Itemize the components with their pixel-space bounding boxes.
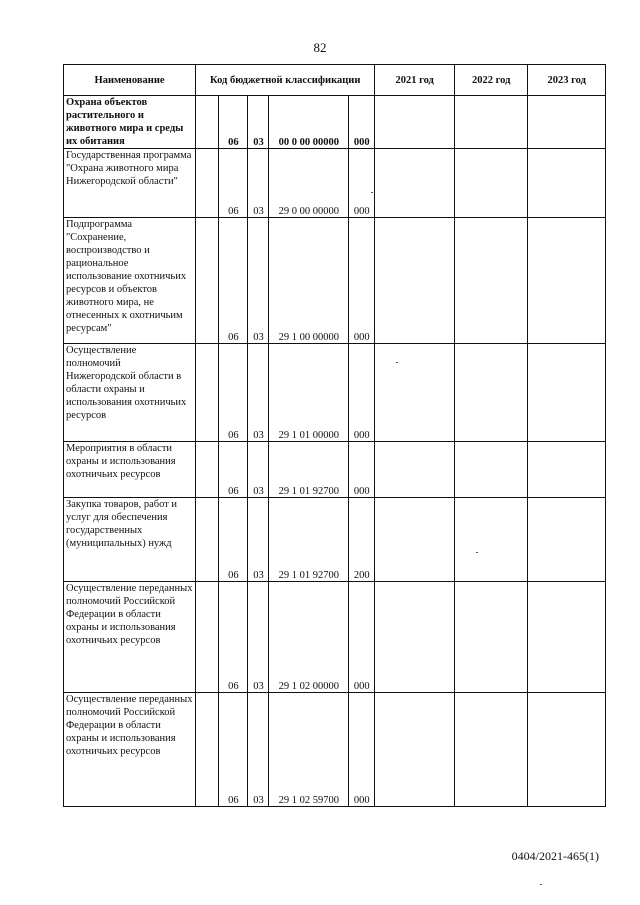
row-name: Мероприятия в области охраны и использования охотничьих ресурсов — [64, 442, 196, 498]
row-subsection: 03 — [248, 96, 269, 149]
row-expense-type: 000 — [349, 96, 375, 149]
row-value-2022 — [455, 498, 528, 582]
row-blank-cell — [196, 442, 219, 498]
row-target-code: 29 1 01 00000 — [269, 344, 349, 442]
row-section: 06 — [219, 582, 248, 693]
table-header-row — [64, 65, 606, 96]
row-value-2023 — [528, 149, 606, 218]
row-value-2021 — [375, 442, 455, 498]
row-section: 06 — [219, 149, 248, 218]
row-subsection: 03 — [248, 218, 269, 344]
row-section: 06 — [219, 693, 248, 807]
row-section: 06 — [219, 218, 248, 344]
row-value-2023 — [528, 96, 606, 149]
table-row — [64, 149, 606, 218]
table-row — [64, 582, 606, 693]
row-target-code: 29 1 00 00000 — [269, 218, 349, 344]
row-target-code: 29 1 01 92700 — [269, 498, 349, 582]
row-value-2021 — [375, 498, 455, 582]
scan-speck — [476, 552, 478, 553]
row-expense-type: 000 — [349, 442, 375, 498]
row-expense-type: 200 — [349, 498, 375, 582]
row-target-code: 29 1 02 59700 — [269, 693, 349, 807]
row-name: Осуществление полномочий Нижегородской области в области охраны и использования охотничьих ресурсов — [64, 344, 196, 442]
row-name: Государственная программа "Охрана животного мира Нижегородской области" — [64, 149, 196, 218]
row-name: Закупка товаров, работ и услуг для обеспечения государственных (муниципальных) нужд — [64, 498, 196, 582]
row-value-2023 — [528, 218, 606, 344]
table-row — [64, 498, 606, 582]
row-section: 06 — [219, 442, 248, 498]
row-target-code: 29 1 02 00000 — [269, 582, 349, 693]
row-value-2021 — [375, 582, 455, 693]
row-value-2021 — [375, 693, 455, 807]
table-row — [64, 693, 606, 807]
row-target-code: 29 0 00 00000 — [269, 149, 349, 218]
row-value-2022 — [455, 442, 528, 498]
row-name: Осуществление переданных полномочий Российской Федерации в области охраны и использования охотничьих ресурсов — [64, 582, 196, 693]
header-budget-code: Код бюджетной классификации — [196, 65, 375, 96]
row-subsection: 03 — [248, 582, 269, 693]
row-subsection: 03 — [248, 442, 269, 498]
row-value-2023 — [528, 344, 606, 442]
row-subsection: 03 — [248, 693, 269, 807]
scan-speck — [396, 362, 398, 363]
row-value-2021 — [375, 149, 455, 218]
table-row — [64, 344, 606, 442]
header-year-2023: 2023 год — [528, 65, 606, 96]
row-target-code: 29 1 01 92700 — [269, 442, 349, 498]
row-blank-cell — [196, 218, 219, 344]
row-subsection: 03 — [248, 149, 269, 218]
row-value-2022 — [455, 693, 528, 807]
row-section: 06 — [219, 498, 248, 582]
page-number: 82 — [313, 40, 327, 55]
row-value-2021 — [375, 96, 455, 149]
scan-speck — [371, 192, 373, 193]
row-blank-cell — [196, 582, 219, 693]
header-year-2022: 2022 год — [455, 65, 528, 96]
row-blank-cell — [196, 498, 219, 582]
row-value-2023 — [528, 442, 606, 498]
row-subsection: 03 — [248, 498, 269, 582]
row-value-2023 — [528, 498, 606, 582]
header-year-2021: 2021 год — [375, 65, 455, 96]
scan-speck — [540, 884, 542, 885]
row-blank-cell — [196, 96, 219, 149]
row-value-2023 — [528, 693, 606, 807]
row-section: 06 — [219, 96, 248, 149]
row-value-2022 — [455, 149, 528, 218]
row-value-2022 — [455, 218, 528, 344]
table-row — [64, 218, 606, 344]
row-expense-type: 000 — [349, 582, 375, 693]
budget-classification-table — [63, 64, 606, 807]
row-subsection: 03 — [248, 344, 269, 442]
row-value-2021 — [375, 218, 455, 344]
row-expense-type: 000 — [349, 218, 375, 344]
row-section: 06 — [219, 344, 248, 442]
document-number: 0404/2021-465(1) — [511, 849, 599, 863]
row-blank-cell — [196, 344, 219, 442]
row-name: Охрана объектов растительного и животного мира и среды их обитания — [64, 96, 196, 149]
row-value-2022 — [455, 344, 528, 442]
row-blank-cell — [196, 693, 219, 807]
row-expense-type: 000 — [349, 344, 375, 442]
row-value-2021 — [375, 344, 455, 442]
table-row — [64, 442, 606, 498]
row-value-2022 — [455, 96, 528, 149]
table-row — [64, 96, 606, 149]
row-value-2022 — [455, 582, 528, 693]
row-expense-type: 000 — [349, 693, 375, 807]
row-blank-cell — [196, 149, 219, 218]
row-target-code: 00 0 00 00000 — [269, 96, 349, 149]
row-expense-type: 000 — [349, 149, 375, 218]
header-name: Наименование — [64, 65, 196, 96]
row-name: Подпрограмма "Сохранение, воспроизводство и рациональное использование охотничьих ресурсов и объектов животного мира, не отнесенных к охотничьим ресурсам" — [64, 218, 196, 344]
row-name: Осуществление переданных полномочий Российской Федерации в области охраны и использования охотничьих ресурсов — [64, 693, 196, 807]
row-value-2023 — [528, 582, 606, 693]
